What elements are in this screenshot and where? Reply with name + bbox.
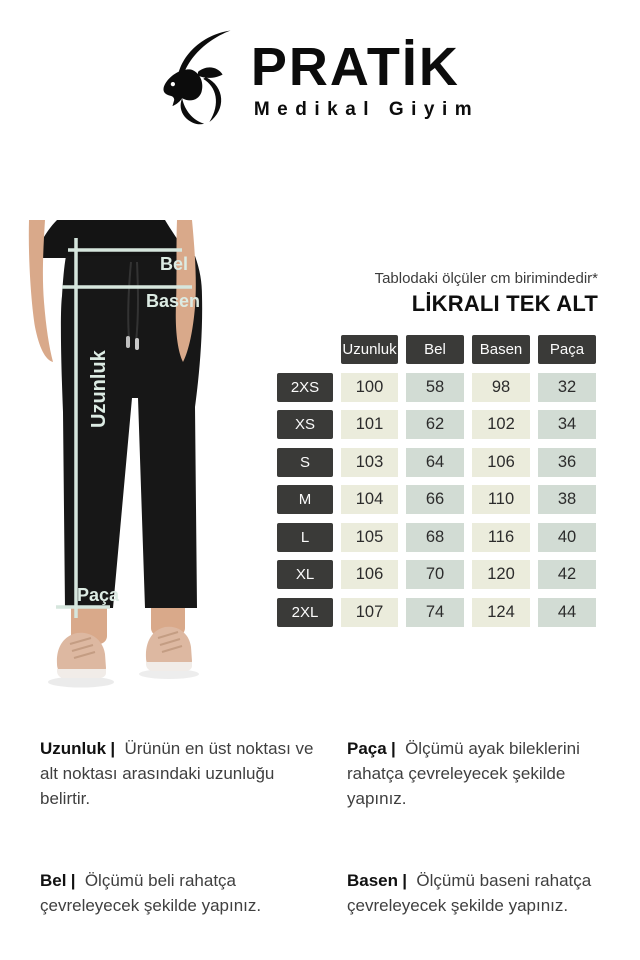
value-2xl-uzunluk: 107 <box>341 598 398 627</box>
value-l-paca: 40 <box>538 523 596 552</box>
value-2xl-paca: 44 <box>538 598 596 627</box>
definition-text: Ölçümü ayak bileklerini rahatça çevreleyecek şekilde yapınız. <box>347 739 580 808</box>
definition-separator: | <box>402 871 408 890</box>
definition-term: Basen <box>347 871 399 890</box>
value-xl-basen: 120 <box>472 560 530 589</box>
definition-separator: | <box>110 739 116 758</box>
definition-term: Paça <box>347 739 387 758</box>
brand-text <box>250 37 480 121</box>
value-2xs-bel: 58 <box>406 373 464 402</box>
definition-text: Ürünün en üst noktası ve alt noktası arasındaki uzunluğu belirtir. <box>40 739 314 808</box>
value-s-paca: 36 <box>538 448 596 477</box>
column-header-basen: Basen <box>472 335 530 364</box>
measurement-definitions <box>40 736 612 918</box>
definition-term: Bel <box>40 871 67 890</box>
size-label-xs: XS <box>277 410 333 439</box>
definition-basen <box>347 868 612 918</box>
product-title: LİKRALI TEK ALT <box>411 291 598 316</box>
definition-text: Ölçümü baseni rahatça çevreleyecek şekilde yapınız. <box>347 871 592 915</box>
column-header-bel: Bel <box>406 335 464 364</box>
goat-icon <box>161 28 249 133</box>
column-header-uzunluk: Uzunluk <box>341 335 398 364</box>
size-label-m: M <box>277 485 333 514</box>
value-m-basen: 110 <box>472 485 530 514</box>
value-l-bel: 68 <box>406 523 464 552</box>
value-xl-bel: 70 <box>406 560 464 589</box>
paca-label: Paça <box>77 585 120 605</box>
product-photo <box>15 212 265 712</box>
table-heading <box>375 270 598 317</box>
value-2xs-paca: 32 <box>538 373 596 402</box>
table-corner-cell <box>277 335 333 364</box>
value-xs-bel: 62 <box>406 410 464 439</box>
value-s-uzunluk: 103 <box>341 448 398 477</box>
size-label-xl: XL <box>277 560 333 589</box>
bel-label: Bel <box>160 254 189 274</box>
value-2xl-bel: 74 <box>406 598 464 627</box>
value-m-paca: 38 <box>538 485 596 514</box>
value-l-uzunluk: 105 <box>341 523 398 552</box>
size-label-l: L <box>277 523 333 552</box>
basen-label: Basen <box>146 291 201 311</box>
value-m-bel: 66 <box>406 485 464 514</box>
value-xs-uzunluk: 101 <box>341 410 398 439</box>
definition-separator: | <box>70 871 76 890</box>
measurement-unit-note: Tablodaki ölçüler cm birimindedir* <box>374 270 598 287</box>
definition-term: Uzunluk <box>40 739 107 758</box>
size-label-2xs: 2XS <box>277 373 333 402</box>
definition-uzunluk <box>40 736 327 811</box>
value-m-uzunluk: 104 <box>341 485 398 514</box>
definition-paca <box>347 736 612 811</box>
value-xl-paca: 42 <box>538 560 596 589</box>
value-s-basen: 106 <box>472 448 530 477</box>
definition-bel <box>40 868 327 918</box>
value-s-bel: 64 <box>406 448 464 477</box>
value-xs-basen: 102 <box>472 410 530 439</box>
value-2xs-basen: 98 <box>472 373 530 402</box>
brand-logo <box>0 28 640 133</box>
size-table <box>277 335 596 627</box>
brand-name: PRATİK <box>250 37 460 97</box>
column-header-paca: Paça <box>538 335 596 364</box>
value-2xs-uzunluk: 100 <box>341 373 398 402</box>
definition-text: Ölçümü beli rahatça çevreleyecek şekilde yapınız. <box>40 871 262 915</box>
brand-subtitle: Medikal Giyim <box>253 99 480 120</box>
value-l-basen: 116 <box>472 523 530 552</box>
size-label-s: S <box>277 448 333 477</box>
definition-separator: | <box>390 739 396 758</box>
size-label-2xl: 2XL <box>277 598 333 627</box>
value-2xl-basen: 124 <box>472 598 530 627</box>
value-xl-uzunluk: 106 <box>341 560 398 589</box>
uzunluk-label: Uzunluk <box>88 350 110 428</box>
value-xs-paca: 34 <box>538 410 596 439</box>
